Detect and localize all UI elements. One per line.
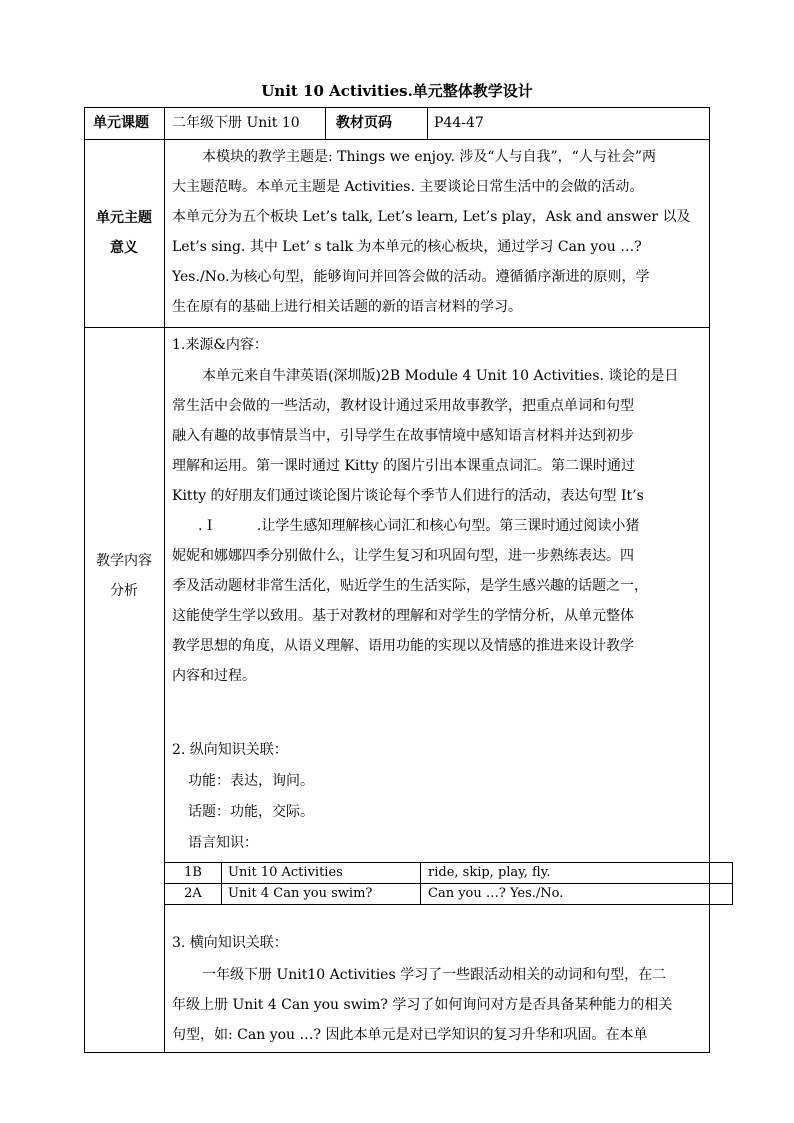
section1-line: 本单元来自牛津英语(深圳版)2B Module 4 Unit 10 Activities. 谈论的是日 bbox=[202, 368, 679, 384]
significance-line: Let’s sing. 其中 Let’ s talk 为本单元的核心板块，通过学习 Can you …? bbox=[172, 239, 642, 255]
significance-line: 本模块的教学主题是: Things we enjoy. 涉及“人与自我”，“人与社会”两 bbox=[202, 149, 656, 165]
row-divider bbox=[84, 139, 710, 140]
section1-line: 理解和运用。第一课时通过 Kitty 的图片引出本课重点词汇。第二课时通过 bbox=[172, 458, 635, 474]
unit-cell: Unit 10 Activities bbox=[228, 865, 343, 880]
section1-line: 常生活中会做的一些活动，教材设计通过采用故事教学，把重点单词和句型 bbox=[172, 398, 634, 414]
knowledge-table-rule bbox=[165, 904, 733, 905]
significance-line: 本单元分为五个板块 Let’s talk, Let’s learn, Let’s play，Ask and answer 以及 bbox=[172, 209, 691, 225]
section1-text bbox=[172, 361, 702, 691]
column-divider bbox=[325, 107, 326, 139]
significance-text bbox=[172, 142, 702, 322]
analysis-label bbox=[84, 546, 164, 606]
knowledge-table-rule bbox=[221, 862, 222, 905]
page-number-label: 教材页码 bbox=[336, 115, 392, 131]
section3-line: 句型，如: Can you …? 因此本单元是对已学知识的复习升华和巩固。在本单 bbox=[172, 1027, 648, 1043]
blank-line-pre: . I bbox=[198, 518, 217, 534]
analysis-label-line2: 分析 bbox=[110, 583, 138, 599]
unit-cell: Unit 4 Can you swim? bbox=[228, 886, 373, 901]
analysis-label-line1: 教学内容 bbox=[96, 553, 152, 569]
section1-line: 季及活动题材非常生活化，贴近学生的生活实际，是学生感兴趣的话题之一， bbox=[172, 578, 648, 594]
blank-line-post: .让学生感知理解核心词汇和核心句型。第三课时通过阅读小猪 bbox=[256, 518, 640, 534]
section3-heading: 3. 横向知识关联： bbox=[172, 935, 288, 951]
section2-item: 话题：功能，交际。 bbox=[188, 804, 314, 820]
column-divider bbox=[164, 107, 165, 1053]
section1-line: 内容和过程。 bbox=[172, 668, 256, 684]
section1-heading: 1.来源&内容： bbox=[172, 337, 268, 353]
section1-line: 教学思想的角度，从语义理解、语用功能的实现以及情感的推进来设计教学 bbox=[172, 638, 634, 654]
section1-line: Kitty 的好朋友们通过谈论图片谈论每个季节人们进行的活动，表达句型 It’s bbox=[172, 488, 644, 504]
grade-cell: 2A bbox=[184, 886, 202, 901]
content-cell: Can you …? Yes./No. bbox=[428, 886, 564, 901]
knowledge-table-rule bbox=[420, 862, 421, 905]
page-number-value: P44-47 bbox=[434, 115, 484, 131]
section3-line: 年级上册 Unit 4 Can you swim? 学习了如何询问对方是否具备某种能力的相关 bbox=[172, 997, 673, 1013]
knowledge-table-rule bbox=[732, 862, 733, 905]
section3-text bbox=[172, 960, 702, 1050]
significance-label-line1: 单元主题 bbox=[96, 210, 152, 226]
document-title: Unit 10 Activities.单元整体教学设计 bbox=[261, 82, 533, 100]
unit-title-value: 二年级下册 Unit 10 bbox=[172, 115, 300, 131]
significance-line: 大主题范畴。本单元主题是 Activities. 主要谈论日常生活中的会做的活动。 bbox=[172, 179, 644, 195]
content-cell: ride, skip, play, fly. bbox=[428, 865, 551, 880]
section2-item: 语言知识： bbox=[188, 835, 258, 851]
section1-blank-line bbox=[172, 511, 702, 541]
knowledge-table bbox=[165, 862, 733, 905]
section1-line: 妮妮和娜娜四季分别做什么，让学生复习和巩固句型，进一步熟练表达。四 bbox=[172, 548, 634, 564]
significance-line: 生在原有的基础上进行相关话题的新的语言材料的学习。 bbox=[172, 299, 522, 315]
significance-label bbox=[84, 203, 164, 263]
fill-blank bbox=[217, 511, 257, 541]
significance-line: Yes./No.为核心句型，能够询问并回答会做的活动。遵循循序渐进的原则，学 bbox=[172, 269, 650, 285]
column-divider bbox=[427, 107, 428, 139]
section1-line: 这能使学生学以致用。基于对教材的理解和对学生的学情分析，从单元整体 bbox=[172, 608, 634, 624]
section2-heading: 2. 纵向知识关联： bbox=[172, 742, 288, 758]
significance-label-line2: 意义 bbox=[110, 240, 138, 256]
section1-line: 融入有趣的故事情景当中，引导学生在故事情境中感知语言材料并达到初步 bbox=[172, 428, 634, 444]
row-divider bbox=[84, 327, 710, 328]
grade-cell: 1B bbox=[184, 865, 202, 880]
unit-title-label: 单元课题 bbox=[93, 115, 149, 131]
section3-line: 一年级下册 Unit10 Activities 学习了一些跟活动相关的动词和句型，在二 bbox=[202, 967, 667, 983]
fill-blank bbox=[172, 511, 198, 541]
section2-item: 功能：表达，询问。 bbox=[188, 773, 314, 789]
